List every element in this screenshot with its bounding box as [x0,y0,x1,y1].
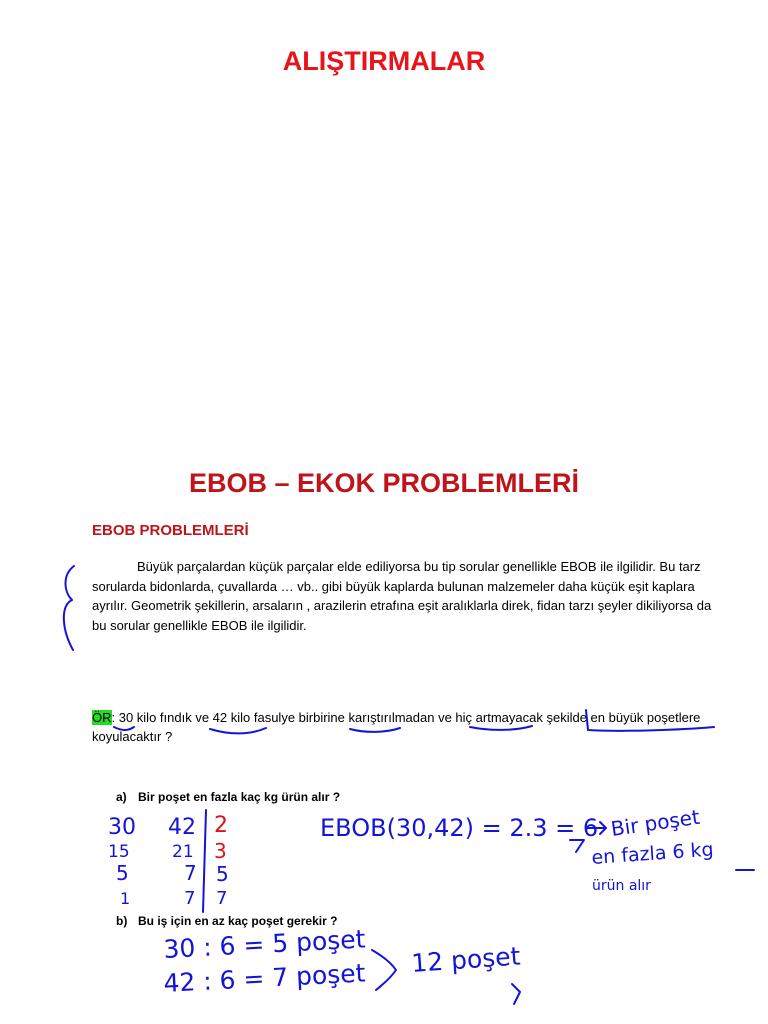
bracket-en-buyuk [586,710,714,731]
division-col2-row1: 42 [168,815,196,840]
divisor-row3: 5 [216,862,229,886]
example-tag: ÖR [92,710,112,725]
question-b-text: Bu iş için en az kaç poşet gerekir ? [138,914,338,928]
underline-30 [114,727,134,730]
example-problem-text: : 30 kilo fındık ve 42 kilo fasulye birbirine karıştırılmadan ve hiç artmayacak şekilde en büyük poşetlere koyulacaktır ? [92,710,701,744]
underline-42 [210,728,266,733]
division-line [203,810,206,912]
division-col2-row4: 7 [184,888,196,909]
underline-artmayacak [470,726,532,730]
answer-b-tick [512,984,520,1004]
answer-b: 12 poşet [410,941,522,978]
ebob-calculation: EBOB(30,42) = 2.3 = 6 [320,814,599,842]
section-subtitle: EBOB PROBLEMLERİ [92,522,249,539]
calc-b-line2: 42 : 6 = 7 poşet [162,958,367,998]
divisor-row2: 3 [214,839,227,863]
answer-a-line1: Bir poşet [609,804,702,841]
division-col2-row3: 7 [184,861,197,885]
division-col1-row3: 5 [116,861,129,885]
brace-left-mark [64,566,74,650]
section-title: EBOB – EKOK PROBLEMLERİ [188,468,580,498]
intro-paragraph: Büyük parçalardan küçük parçalar elde ediliyorsa bu tip sorular genellikle EBOB ile ilgilidir. Bu tarz sorularda bidonlarda, çuvallarda … vb.. gibi büyük kaplarda bulunan malzemeler daha küçük eşit kaplara ayrılır. Geometrik şekillerin, arsaların , arazilerin etrafına eşit aralıklarla direk, fidan tarzı şeyler dikiliyorsa da bu sorular genellikle EBOB ile ilgilidir. [92,559,712,633]
division-col1-row2: 15 [108,842,130,862]
division-col1-row1: 30 [108,815,136,840]
question-a-text: Bir poşet en fazla kaç kg ürün alır ? [138,790,341,804]
division-col1-row4: 1 [120,889,131,908]
divisor-row4: 7 [216,888,228,909]
page-title: ALIŞTIRMALAR [282,46,486,76]
answer-a-line3: ürün alır [592,878,651,894]
answer-a-line2: en fazla 6 kg [590,838,715,869]
underline-karistirilmadan [350,728,400,732]
calc-b-line1: 30 : 6 = 5 poşet [162,924,367,964]
division-col2-row2: 21 [172,842,194,862]
divisor-row1: 2 [214,813,228,838]
brace-right-mark [372,950,396,990]
question-a-letter: a) [116,790,127,804]
question-b-letter: b) [116,914,128,928]
